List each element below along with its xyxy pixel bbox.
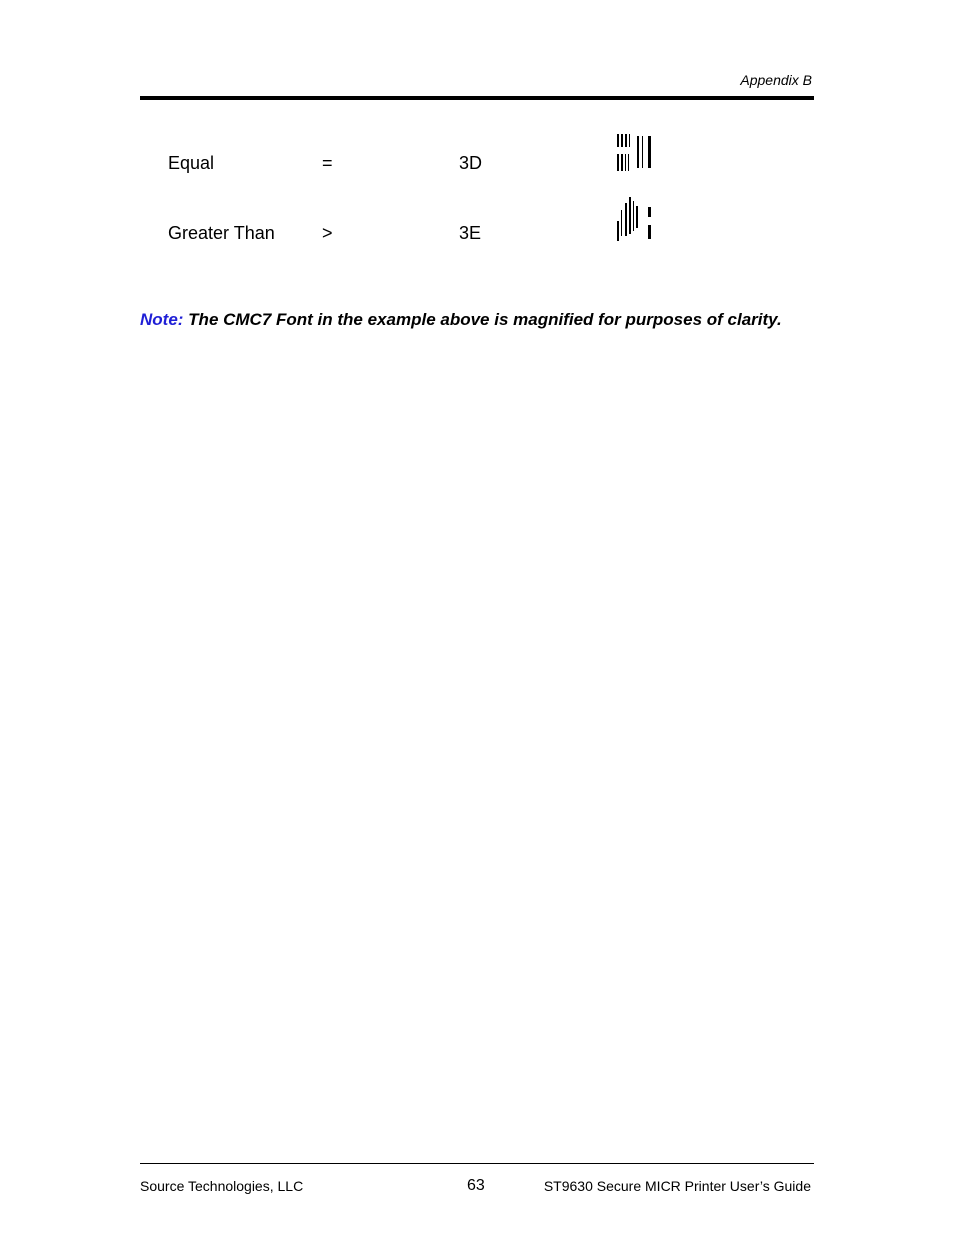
footer-company: Source Technologies, LLC	[140, 1178, 304, 1194]
character-hex-code: 3E	[459, 223, 482, 243]
character-row	[0, 196, 954, 246]
note-text: The CMC7 Font in the example above is magnified for purposes of clarity.	[183, 310, 782, 329]
character-hex-code: 3D	[459, 153, 483, 173]
header-section-label: Appendix B	[740, 72, 812, 88]
cmc7-greater-than-glyph-icon	[616, 196, 656, 242]
footer-doc-title: ST9630 Secure MICR Printer User’s Guide	[543, 1178, 811, 1194]
footer-rule	[140, 1163, 814, 1164]
character-symbol: =	[322, 153, 333, 173]
header-rule	[140, 96, 814, 100]
character-symbol: >	[322, 223, 333, 243]
character-name: Greater Than	[168, 223, 275, 243]
character-row	[0, 130, 954, 180]
character-name: Equal	[168, 153, 215, 173]
cmc7-equal-glyph-icon	[616, 132, 656, 174]
clarity-note	[140, 310, 820, 330]
note-label: Note:	[140, 310, 184, 329]
page-number: 63	[467, 1177, 485, 1194]
